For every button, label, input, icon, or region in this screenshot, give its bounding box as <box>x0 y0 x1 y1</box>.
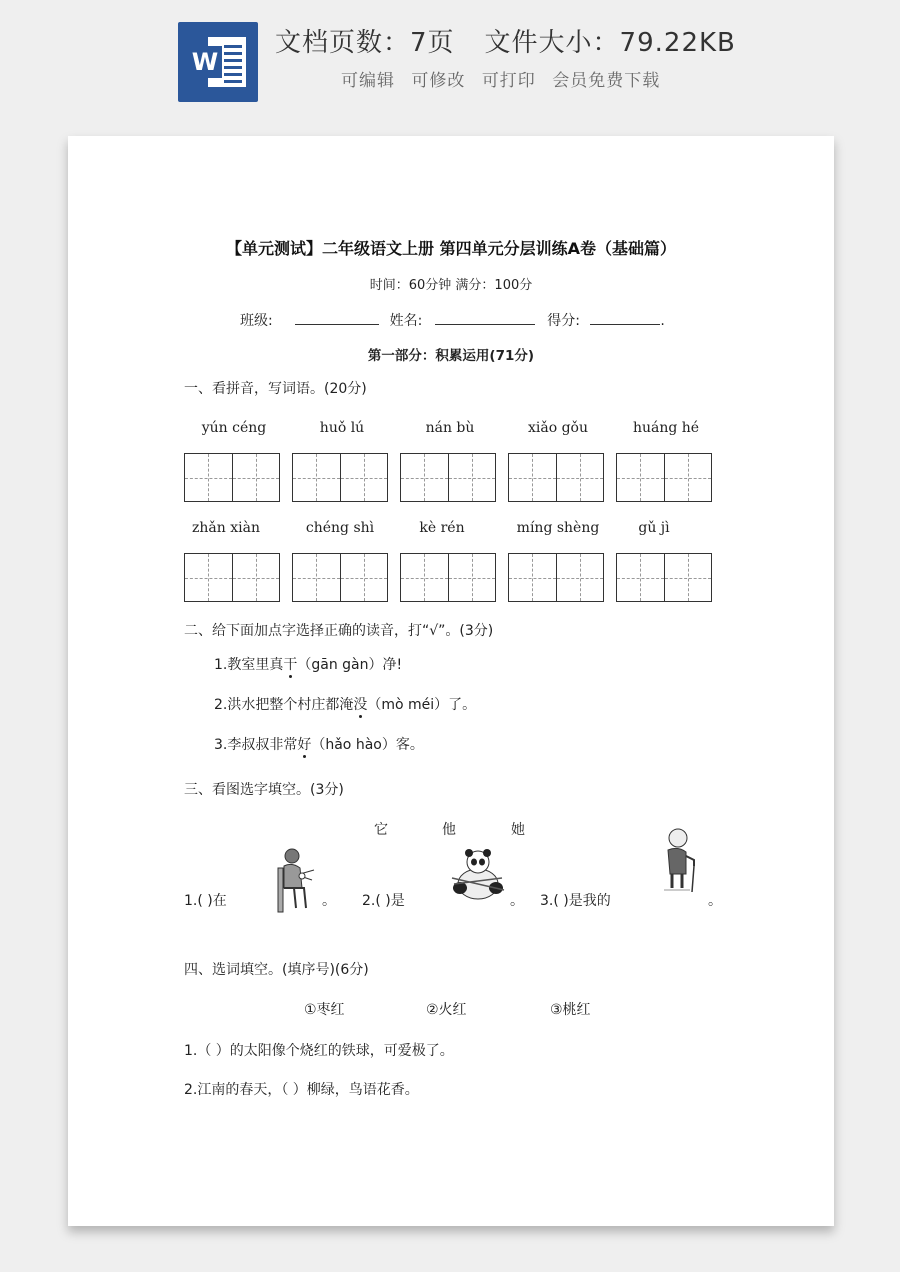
pinyin-label: zhǎn xiàn <box>192 520 260 536</box>
q2-item-options: （hǎo hào）客。 <box>311 737 424 753</box>
writing-grid[interactable] <box>292 553 388 602</box>
q2-item-text: 3.李叔叔非常 <box>214 737 298 753</box>
file-size: 文件大小：79.22KB <box>484 28 736 58</box>
feature-editable: 可编辑 <box>341 71 395 91</box>
writing-grid[interactable] <box>292 453 388 502</box>
feature-printable: 可打印 <box>481 71 536 91</box>
q2-item-options: （gān gàn）净! <box>297 657 403 673</box>
q1-title: 一、看拼音，写词语。(20分) <box>184 381 367 397</box>
pinyin-label: xiǎo gǒu <box>527 420 588 436</box>
writing-grid[interactable] <box>508 553 604 602</box>
grandpa-picture <box>656 826 702 894</box>
q2-item-options: （mò méi）了。 <box>367 697 477 713</box>
q3-item-1-label: 1.( )在 <box>184 893 227 909</box>
q4-title: 四、选词填空。(填序号)(6分) <box>184 962 369 978</box>
q3-title: 三、看图选字填空。(3分) <box>184 782 344 798</box>
pinyin-label: míng shèng <box>516 520 600 536</box>
writing-grid[interactable] <box>616 453 712 502</box>
dotted-char: 干 <box>283 654 297 674</box>
panda-picture <box>448 848 508 904</box>
q2-item-text: 2.洪水把整个村庄都淹 <box>214 697 354 713</box>
q3-choice: 它 <box>374 822 388 838</box>
score-label: 得分: <box>547 313 580 329</box>
q2-item-text: 1.教室里真 <box>214 657 284 673</box>
name-blank <box>435 310 535 325</box>
writing-grid[interactable] <box>400 453 496 502</box>
woman-knitting-picture <box>272 846 318 916</box>
file-meta <box>275 22 736 59</box>
q3-choice: 她 <box>511 822 525 838</box>
q4-item-2: 2.江南的春天，（ ）柳绿，鸟语花香。 <box>184 1082 419 1098</box>
writing-grid[interactable] <box>400 553 496 602</box>
pinyin-label: nán bù <box>425 420 475 436</box>
q3-choice: 他 <box>442 822 456 838</box>
info-end-mark: . <box>660 313 665 329</box>
pinyin-label: huáng hé <box>632 420 700 436</box>
q2-title: 二、给下面加点字选择正确的读音，打“√”。(3分) <box>184 623 494 639</box>
score-blank <box>590 310 660 325</box>
q3-item-1-end: 。 <box>322 893 336 909</box>
page-count: 文档页数：7页 <box>275 28 455 58</box>
doc-title: 【单元测试】二年级语文上册 第四单元分层训练A卷（基础篇） <box>226 239 676 258</box>
writing-grid[interactable] <box>184 453 280 502</box>
dotted-char: 没 <box>353 694 367 714</box>
dotted-char: 好 <box>297 734 311 754</box>
feature-modifiable: 可修改 <box>411 71 466 91</box>
q4-option: ②火红 <box>426 1002 467 1018</box>
pinyin-label: kè rén <box>419 520 465 536</box>
pinyin-label: yún céng <box>201 420 267 436</box>
download-info-header <box>0 0 900 130</box>
feature-list <box>341 66 670 91</box>
class-blank <box>295 310 379 325</box>
pinyin-label: chéng shì <box>305 520 375 536</box>
student-info-row <box>240 310 665 330</box>
q3-item-3-label: 3.( )是我的 <box>540 893 611 909</box>
q3-item-2-label: 2.( )是 <box>362 893 405 909</box>
writing-grid[interactable] <box>508 453 604 502</box>
writing-grid[interactable] <box>616 553 712 602</box>
part1-title: 第一部分：积累运用(71分) <box>367 348 535 364</box>
name-label: 姓名: <box>389 313 423 329</box>
word-document-icon <box>178 22 258 102</box>
q4-option: ①枣红 <box>304 1002 345 1018</box>
document-page <box>68 136 834 1226</box>
q2-item-2 <box>214 694 476 714</box>
class-label: 班级: <box>240 313 273 329</box>
pinyin-label: huǒ lú <box>319 420 365 436</box>
q4-option: ③桃红 <box>550 1002 591 1018</box>
q2-item-1 <box>214 654 402 674</box>
q2-item-3 <box>214 734 424 754</box>
writing-grid[interactable] <box>184 553 280 602</box>
word-icon-letter: W <box>188 46 222 78</box>
q4-item-1: 1.（ ）的太阳像个烧红的铁球，可爱极了。 <box>184 1043 454 1059</box>
feature-member-download: 会员免费下载 <box>552 71 661 91</box>
doc-subtitle: 时间：60分钟 满分：100分 <box>369 278 533 293</box>
q3-item-3-end: 。 <box>708 893 722 909</box>
pinyin-label: gǔ jì <box>638 520 670 536</box>
q3-item-2-end: 。 <box>510 893 524 909</box>
